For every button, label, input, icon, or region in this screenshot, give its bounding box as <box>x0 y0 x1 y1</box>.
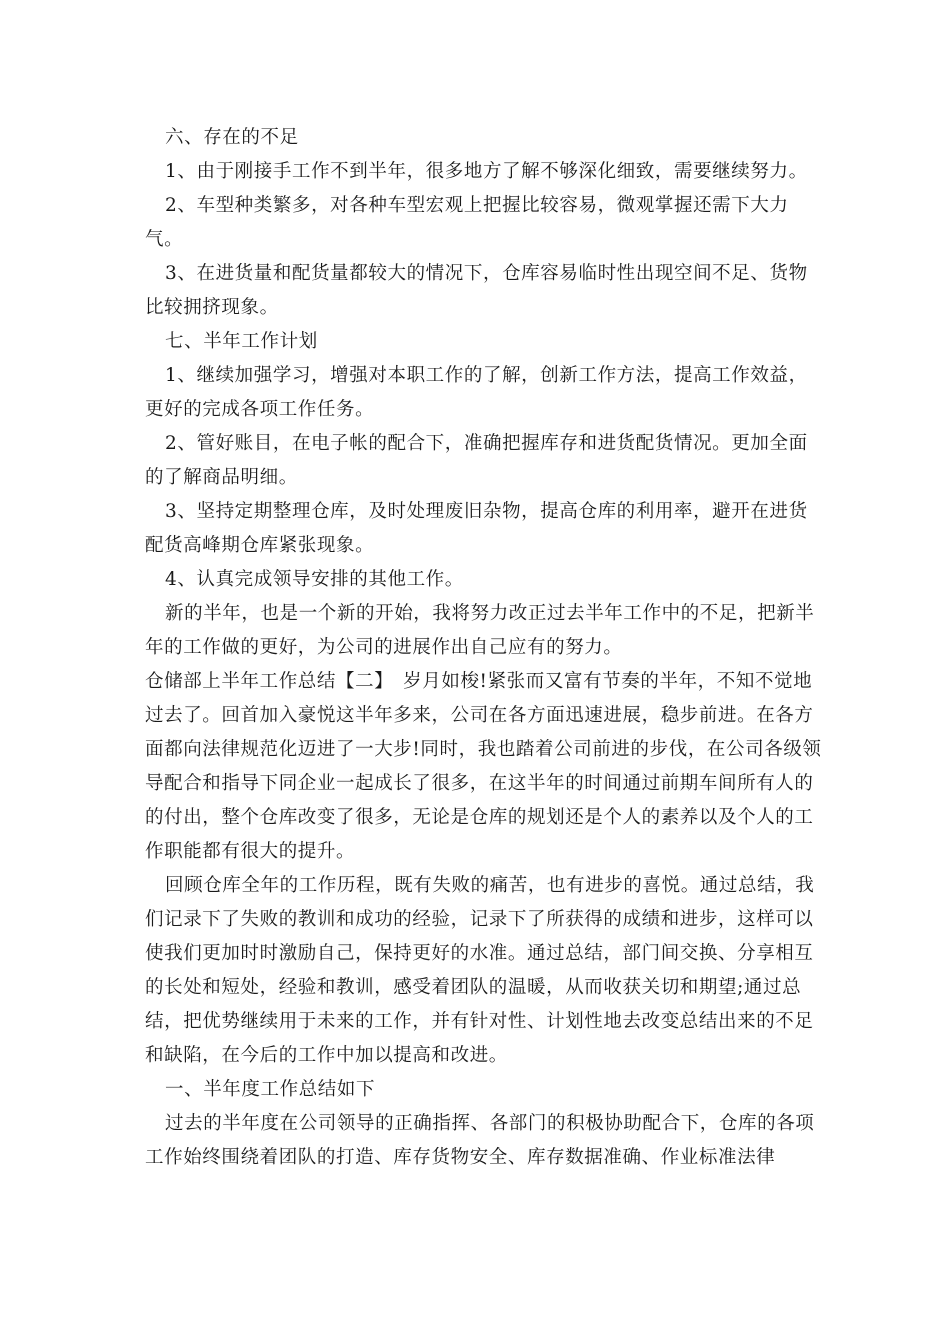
paragraph: 3、坚持定期整理仓库，及时处理废旧杂物，提高仓库的利用率，避开在进货配货高峰期仓库紧张现象。 <box>145 501 808 556</box>
paragraph: 1、由于刚接手工作不到半年，很多地方了解不够深化细致，需要继续努力。 <box>165 161 808 182</box>
paragraph: 2、车型种类繁多，对各种车型宏观上把握比较容易，微观掌握还需下大力气。 <box>145 195 789 250</box>
section-heading-summary: 一、半年度工作总结如下 <box>165 1079 376 1100</box>
section-heading-shortcomings: 六、存在的不足 <box>165 127 299 148</box>
document-body <box>145 121 825 1175</box>
paragraph: 过去的半年度在公司领导的正确指挥、各部门的积极协助配合下，仓库的各项工作始终围绕着团队的打造、库存货物安全、库存数据准确、作业标准法律 <box>145 1113 815 1168</box>
paragraph: 1、继续加强学习，增强对本职工作的了解，创新工作方法，提高工作效益，更好的完成各项工作任务。 <box>145 365 808 420</box>
paragraph: 新的半年，也是一个新的开始，我将努力改正过去半年工作中的不足，把新半年的工作做的更好，为公司的进展作出自己应有的努力。 <box>145 603 815 658</box>
paragraph-section-two: 仓储部上半年工作总结【二】 岁月如梭!紧张而又富有节奏的半年，不知不觉地过去了。回首加入豪悦这半年多来，公司在各方面迅速进展，稳步前进。在各方面都向法律规范化迈进了一大步!同时，我也踏着公司前进的步伐，在公司各级领导配合和指导下同企业一起成长了很多，在这半年的时间通过前期车间所有人的的付出，整个仓库改变了很多，无论是仓库的规划还是个人的素养以及个人的工作职能都有很大的提升。 <box>145 671 822 862</box>
paragraph: 4、认真完成领导安排的其他工作。 <box>165 569 464 590</box>
paragraph: 3、在进货量和配货量都较大的情况下，仓库容易临时性出现空间不足、货物比较拥挤现象。 <box>145 263 808 318</box>
paragraph: 2、管好账目，在电子帐的配合下，准确把握库存和进货配货情况。更加全面的了解商品明细。 <box>145 433 808 488</box>
paragraph: 回顾仓库全年的工作历程，既有失败的痛苦，也有进步的喜悦。通过总结，我们记录下了失败的教训和成功的经验，记录下了所获得的成绩和进步，这样可以使我们更加时时激励自己，保持更好的水准。通过总结，部门间交换、分享相互的长处和短处，经验和教训，感受着团队的温暖，从而收获关切和期望;通过总结，把优势继续用于未来的工作，并有针对性、计划性地去改变总结出来的不足和缺陷，在今后的工作中加以提高和改进。 <box>145 875 815 1066</box>
section-heading-work-plan: 七、半年工作计划 <box>165 331 318 352</box>
